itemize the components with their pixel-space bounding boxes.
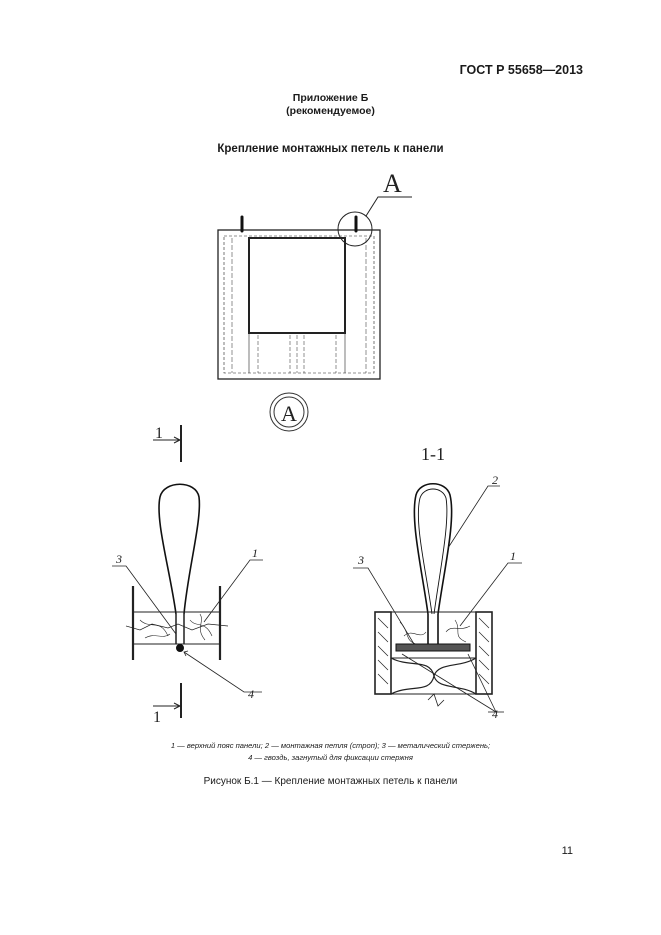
legend-line-2: 4 — гвоздь, загнутый для фиксации стержня	[248, 753, 413, 762]
section-label: 1-1	[421, 444, 445, 464]
figure-caption: Рисунок Б.1 — Крепление монтажных петель к панели	[203, 776, 458, 787]
detail-leader	[366, 197, 412, 216]
ref-1-left: 1	[252, 546, 258, 560]
ref-4-right: 4	[492, 707, 498, 721]
ref-4-left: 4	[248, 687, 254, 701]
panel-elevation	[218, 230, 380, 379]
leader-3-right	[353, 568, 414, 644]
page-number: 11	[561, 845, 573, 857]
leader-1-right	[460, 563, 522, 626]
leader-2	[448, 486, 500, 548]
leader-3-left	[112, 566, 176, 634]
loop-right-detail	[414, 484, 451, 644]
rod-left	[176, 644, 184, 652]
section-title: Крепление монтажных петель к панели	[217, 143, 444, 155]
leader-4-left	[184, 652, 262, 692]
chord-section	[375, 612, 492, 706]
ref-1-right: 1	[510, 549, 516, 563]
ref-2: 2	[492, 473, 498, 487]
leader-1-left	[204, 560, 263, 622]
view-label: А	[383, 169, 402, 198]
standard-number: ГОСТ Р 55658—2013	[459, 63, 583, 77]
legend-line-1: 1 — верхний пояс панели; 2 — монтажная петля (строп); 3 — металический стержень;	[170, 741, 491, 750]
ref-3-left: 3	[116, 552, 122, 566]
callout-label: А	[281, 401, 297, 426]
appendix-label: Приложение Б	[292, 92, 369, 104]
appendix-status: (рекомендуемое)	[286, 105, 375, 117]
section-marker-top: 1	[155, 425, 163, 442]
leader-4-right	[402, 654, 504, 712]
ref-3-right: 3	[358, 553, 364, 567]
section-marker-bottom: 1	[153, 709, 161, 726]
rod-right	[396, 644, 470, 651]
loop-left-detail	[159, 484, 199, 614]
